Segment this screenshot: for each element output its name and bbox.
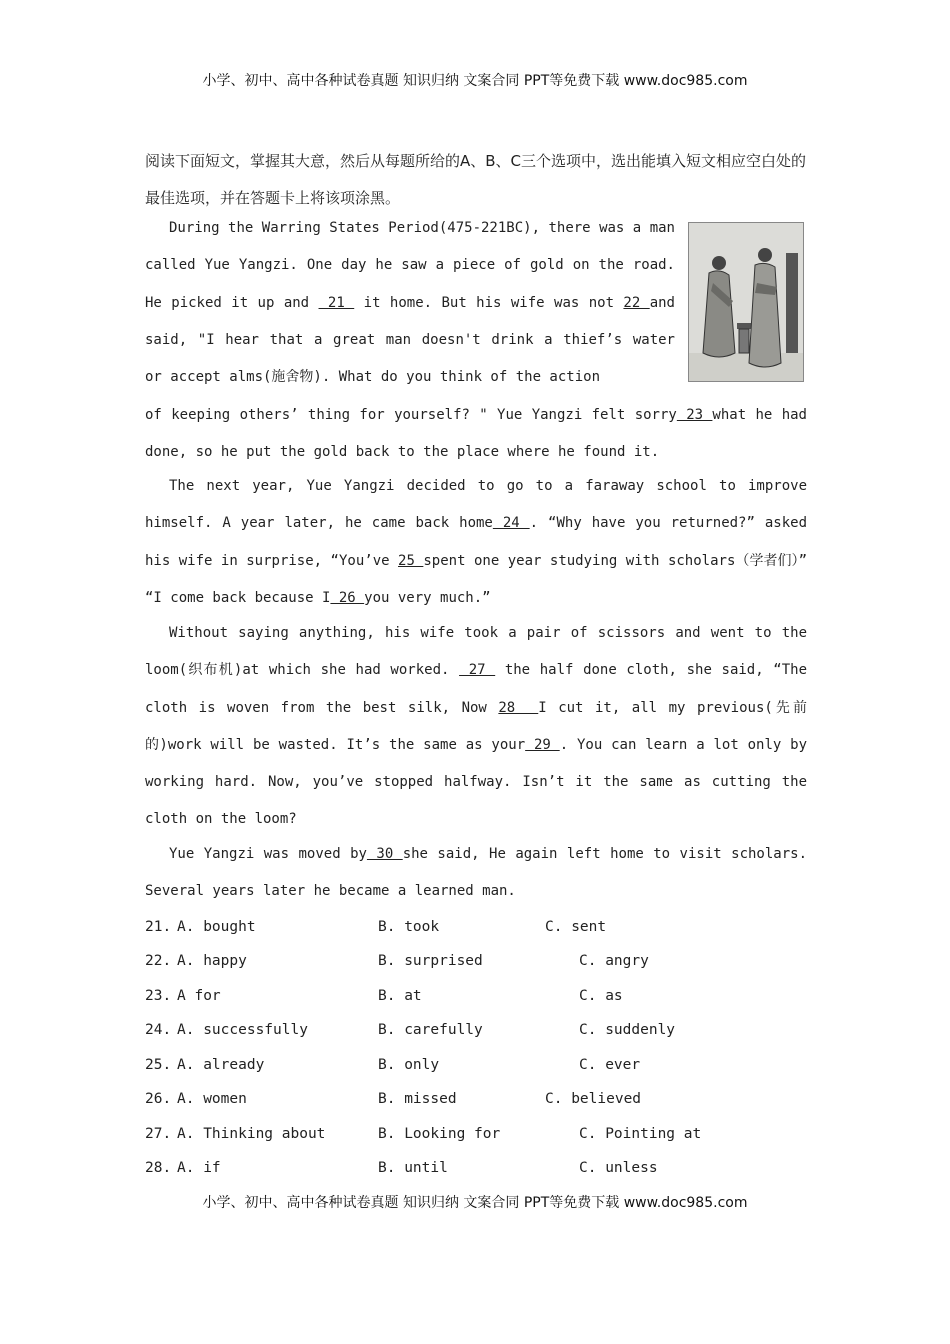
paragraph-1-text-e: what he had done, so he put the gold back to the place where he found it. bbox=[145, 407, 807, 461]
paragraph-1-text-d: of keeping others’ thing for yourself? " Yue Yangzi felt sorry bbox=[145, 407, 677, 423]
paragraph-3-text-c: I cut it, all my previous(先前的)work will be wasted. It’s the same as your bbox=[145, 699, 807, 753]
blank-25: 25 bbox=[398, 552, 424, 569]
option-number: 25. bbox=[145, 1057, 172, 1073]
option-c: C. ever bbox=[579, 1057, 641, 1073]
instructions: 阅读下面短文，掌握其大意，然后从每题所给的A、B、C三个选项中，选出能填入短文相应空白处的最佳选项，并在答题卡上将该项涂黑。 bbox=[145, 152, 807, 207]
blank-24: 24 bbox=[492, 515, 530, 532]
option-a: A. successfully bbox=[177, 1022, 308, 1038]
paragraph-2 bbox=[145, 468, 807, 617]
paragraph-2-text-a: The next year, Yue Yangzi decided to go to a faraway school to improve himself. A year later, he came back home bbox=[145, 478, 807, 532]
page-header: 小学、初中、高中各种试卷真题 知识归纳 文案合同 PPT等免费下载 www.doc985.com bbox=[202, 73, 748, 89]
blank-27: 27 bbox=[459, 662, 496, 679]
paragraph-4-text-b: she said, He again left home to visit scholars. Several years later he became a learned man. bbox=[145, 846, 807, 900]
option-a: A. Thinking about bbox=[177, 1126, 326, 1142]
illustration-image bbox=[688, 222, 804, 382]
option-b: B. at bbox=[378, 988, 422, 1004]
blank-22: 22 bbox=[623, 294, 650, 311]
paragraph-1-text-c: and said, "I hear that a great man doesn't drink a thief’s water or accept alms(施舍物). What do you think of the action bbox=[145, 294, 675, 386]
blank-30: 30 bbox=[366, 846, 403, 862]
option-a: A. women bbox=[177, 1091, 247, 1107]
option-b: B. surprised bbox=[378, 953, 483, 969]
option-b: B. took bbox=[378, 919, 440, 935]
option-number: 26. bbox=[145, 1091, 172, 1107]
option-number: 22. bbox=[145, 953, 172, 969]
paragraph-1-text-b: it home. But his wife was not bbox=[354, 294, 624, 311]
option-number: 23. bbox=[145, 988, 172, 1004]
option-c: C. suddenly bbox=[579, 1022, 676, 1038]
paragraph-4-text-a: Yue Yangzi was moved by bbox=[169, 846, 367, 862]
option-a: A. already bbox=[177, 1057, 265, 1073]
blank-26: 26 bbox=[330, 589, 365, 606]
blank-23: 23 bbox=[676, 407, 713, 423]
paragraph-1-continued bbox=[145, 397, 807, 472]
option-c: C. as bbox=[579, 988, 623, 1004]
blank-21: 21 bbox=[318, 294, 355, 311]
blank-29: 29 bbox=[525, 736, 560, 753]
option-c: C. Pointing at bbox=[579, 1126, 702, 1142]
page-footer: 小学、初中、高中各种试卷真题 知识归纳 文案合同 PPT等免费下载 www.doc985.com bbox=[202, 1195, 748, 1211]
blank-28: 28 bbox=[498, 699, 539, 716]
paragraph-3-text-b: the half done cloth, she said, “The cloth is woven from the best silk, Now bbox=[145, 662, 808, 716]
paragraph-3-text-d: . You can learn a lot only by working hard. Now, you’ve stopped halfway. Isn’t it the same as cutting the cloth on the loom? bbox=[145, 736, 808, 828]
paragraph-3 bbox=[145, 615, 807, 839]
option-c: C. angry bbox=[579, 953, 649, 969]
option-number: 27. bbox=[145, 1126, 172, 1142]
paragraph-2-text-c: spent one year studying with scholars（学者们）” “I come back because I bbox=[145, 552, 807, 606]
option-number: 28. bbox=[145, 1160, 172, 1176]
option-b: B. only bbox=[378, 1057, 440, 1073]
option-number: 21. bbox=[145, 919, 172, 935]
option-c: C. believed bbox=[545, 1091, 642, 1107]
option-a: A. bought bbox=[177, 919, 256, 935]
option-a: A. happy bbox=[177, 953, 247, 969]
option-b: B. Looking for bbox=[378, 1126, 501, 1142]
paragraph-1 bbox=[145, 210, 675, 396]
paragraph-4 bbox=[145, 836, 807, 911]
option-c: C. sent bbox=[545, 919, 607, 935]
paragraph-2-text-b: . “Why have you returned?” asked his wife in surprise, “You’ve bbox=[145, 515, 808, 569]
paragraph-3-text-a: Without saying anything, his wife took a pair of scissors and went to the loom(织布机)at which she had worked. bbox=[145, 625, 807, 679]
option-number: 24. bbox=[145, 1022, 172, 1038]
option-a: A. if bbox=[177, 1160, 221, 1176]
option-a: A for bbox=[177, 988, 221, 1004]
option-b: B. carefully bbox=[378, 1022, 483, 1038]
paragraph-2-text-d: you very much.” bbox=[364, 589, 491, 606]
paragraph-1-text-a: During the Warring States Period(475-221BC), there was a man called Yue Yangzi. One day he saw a piece of gold on the road. He picked it up and bbox=[145, 220, 675, 311]
option-c: C. unless bbox=[579, 1160, 658, 1176]
option-b: B. missed bbox=[378, 1091, 457, 1107]
option-b: B. until bbox=[378, 1160, 448, 1176]
